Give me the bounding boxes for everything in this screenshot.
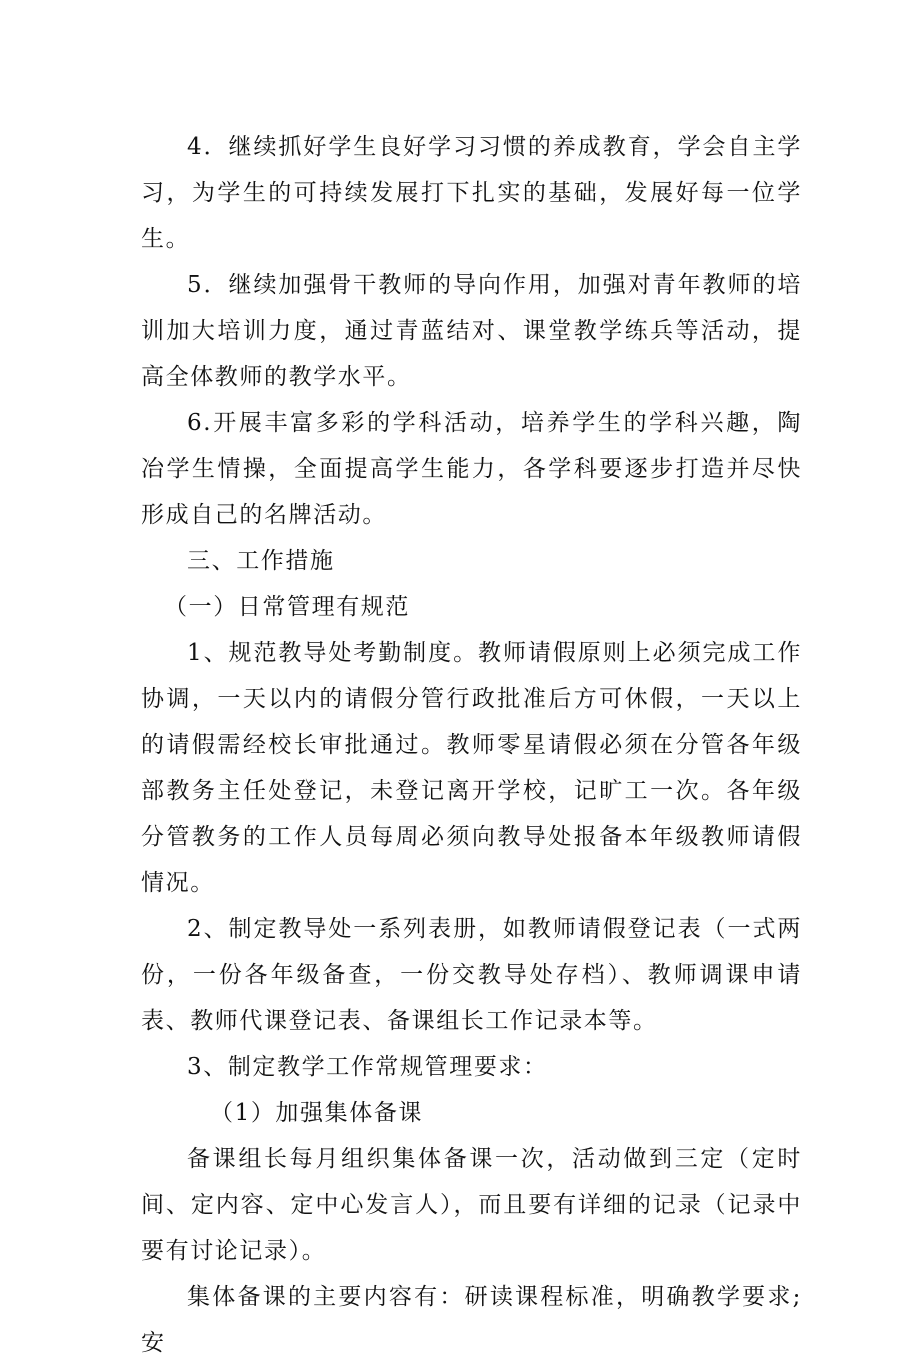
paragraph-measure-2: 2、制定教导处一系列表册，如教师请假登记表（一式两份，一份各年级备查，一份交教导处存档）、教师调课申请表、教师代课登记表、备课组长工作记录本等。 [141,916,802,1034]
paragraph-measure-3: 3、制定教学工作常规管理要求： [187,1054,548,1080]
subsection-heading-daily-management: （一）日常管理有规范 [164,594,410,620]
item-heading-collective-lesson-prep: （1）加强集体备课 [210,1100,424,1126]
section-heading-work-measures: 三、工作措施 [187,548,335,574]
paragraph-goal-5: 5．继续加强骨干教师的导向作用，加强对青年教师的培训加大培训力度，通过青蓝结对、课堂教学练兵等活动，提高全体教师的教学水平。 [141,272,802,390]
paragraph-measure-1: 1、规范教导处考勤制度。教师请假原则上必须完成工作协调，一天以内的请假分管行政批准后方可休假，一天以上的请假需经校长审批通过。教师零星请假必须在分管各年级部教务主任处登记，未登记离开学校，记旷工一次。各年级分管教务的工作人员每周必须向教导处报备本年级教师请假情况。 [141,640,802,896]
paragraph-lesson-prep-rules: 备课组长每月组织集体备课一次，活动做到三定（定时间、定内容、定中心发言人），而且要有详细的记录（记录中要有讨论记录）。 [141,1146,802,1264]
paragraph-lesson-prep-content: 集体备课的主要内容有：研读课程标准，明确教学要求;安 [141,1284,802,1356]
paragraph-goal-4: 4．继续抓好学生良好学习习惯的养成教育，学会自主学习，为学生的可持续发展打下扎实的基础，发展好每一位学生。 [141,134,802,252]
paragraph-goal-6: 6.开展丰富多彩的学科活动，培养学生的学科兴趣，陶冶学生情操，全面提高学生能力，各学科要逐步打造并尽快形成自己的名牌活动。 [141,410,802,528]
